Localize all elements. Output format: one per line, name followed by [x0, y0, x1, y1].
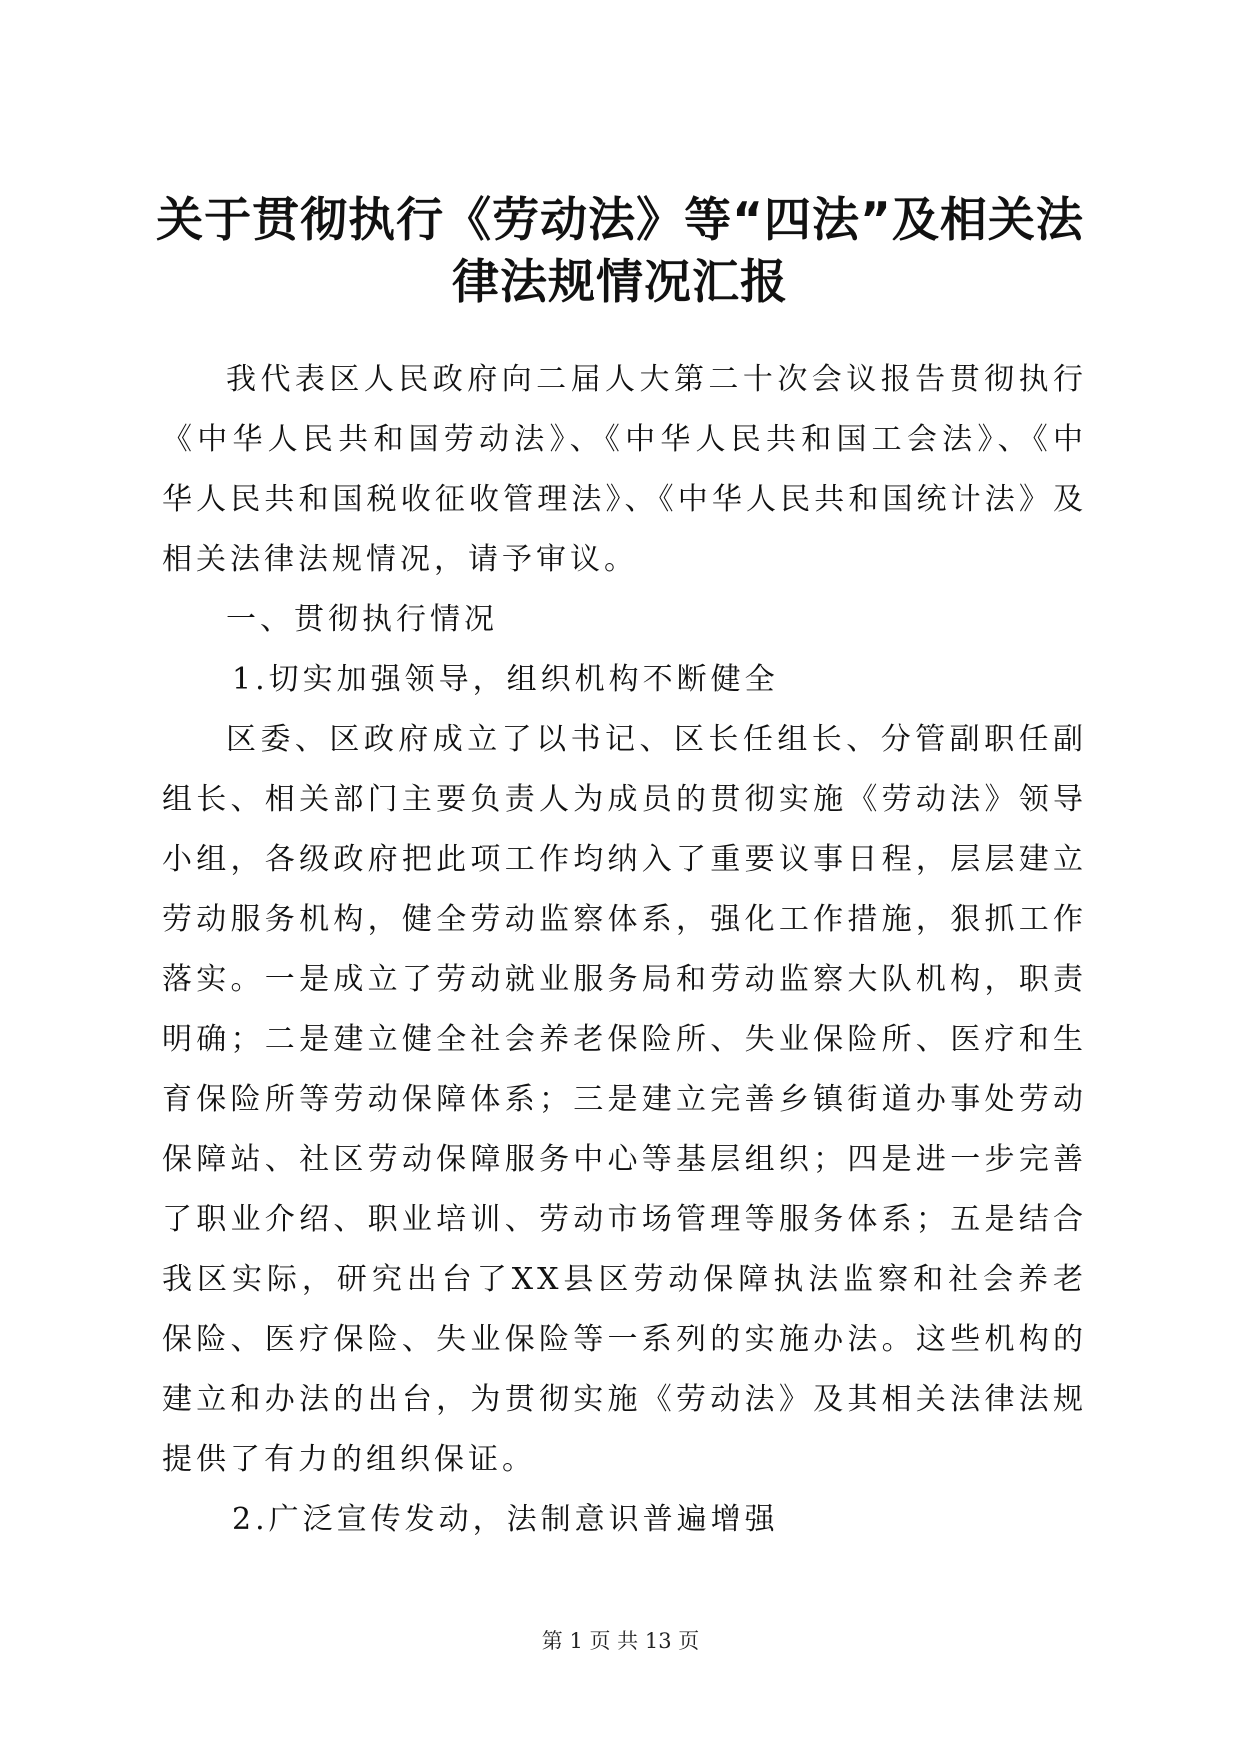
title-line-2: 律法规情况汇报 [452, 255, 788, 310]
document-title [150, 190, 1090, 314]
page-footer: 第 1 页 共 13 页 [541, 1629, 700, 1653]
body-paragraph: 区委、区政府成立了以书记、区长任组长、分管副职任副组长、相关部门主要负责人为成员的贯彻实施《劳动法》领导小组，各级政府把此项工作均纳入了重要议事日程，层层建立劳动服务机构，健全劳动监察体系，强化工作措施，狠抓工作落实。一是成立了劳动就业服务局和劳动监察大队机构，职责明确；二是建立健全社会养老保险所、失业保险所、医疗和生育保险所等劳动保障体系；三是建立完善乡镇街道办事处劳动保障站、社区劳动保障服务中心等基层组织；四是进一步完善了职业介绍、职业培训、劳动市场管理等服务体系；五是结合我区实际，研究出台了XX县区劳动保障执法监察和社会养老保险、医疗保险、失业保险等一系列的实施办法。这些机构的建立和办法的出台，为贯彻实施《劳动法》及其相关法律法规提供了有力的组织保证。 [162, 722, 1087, 1477]
document-body [162, 350, 1087, 1550]
section-heading: 一、贯彻执行情况 [226, 602, 498, 637]
subsection-heading-1: 1.切实加强领导，组织机构不断健全 [232, 662, 779, 697]
subsection-heading-2: 2.广泛宣传发动，法制意识普遍增强 [232, 1502, 779, 1537]
intro-paragraph: 我代表区人民政府向二届人大第二十次会议报告贯彻执行《中华人民共和国劳动法》、《中华人民共和国工会法》、《中华人民共和国税收征收管理法》、《中华人民共和国统计法》及相关法律法规情况，请予审议。 [162, 362, 1087, 577]
title-line-1: 关于贯彻执行《劳动法》等“四法”及相关法 [156, 193, 1084, 248]
